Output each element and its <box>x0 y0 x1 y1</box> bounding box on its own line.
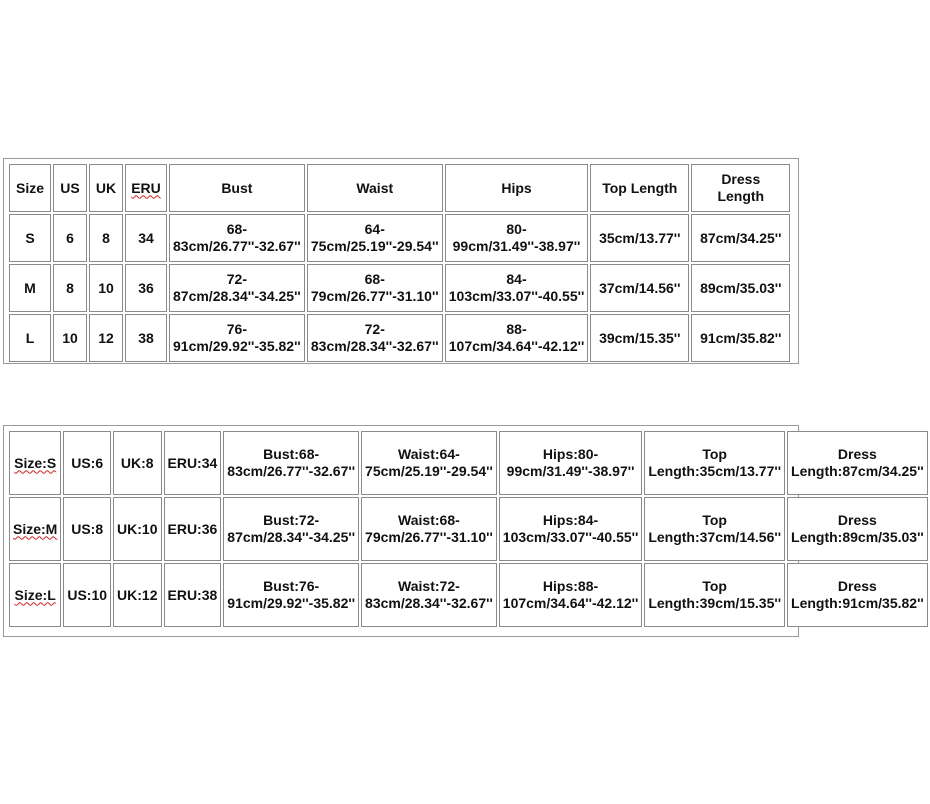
table-row <box>9 264 790 312</box>
cell-uk: UK:8 <box>113 431 161 495</box>
cell-bust: 76-91cm/29.92''-35.82'' <box>169 314 305 362</box>
cell-waist: 68-79cm/26.77''-31.10'' <box>307 264 443 312</box>
cell-us: 6 <box>53 214 87 262</box>
cell-dress-length: Dress Length:89cm/35.03'' <box>787 497 928 561</box>
cell-waist: Waist:68-79cm/26.77''-31.10'' <box>361 497 497 561</box>
cell-dress-length: 87cm/34.25'' <box>691 214 790 262</box>
cell-top-length: Top Length:39cm/15.35'' <box>644 563 785 627</box>
cell-uk: UK:10 <box>113 497 161 561</box>
cell-size: Size:M <box>9 497 61 561</box>
header-size: Size <box>9 164 51 212</box>
cell-dress-length: Dress Length:91cm/35.82'' <box>787 563 928 627</box>
table-header-row <box>9 164 790 212</box>
cell-top-length: 35cm/13.77'' <box>590 214 689 262</box>
cell-hips: 80-99cm/31.49''-38.97'' <box>445 214 589 262</box>
cell-eru: 38 <box>125 314 167 362</box>
size-chart-bottom-panel <box>3 425 924 637</box>
cell-hips: 84-103cm/33.07''-40.55'' <box>445 264 589 312</box>
cell-size: L <box>9 314 51 362</box>
table-row <box>9 431 928 495</box>
cell-size: S <box>9 214 51 262</box>
header-uk: UK <box>89 164 123 212</box>
table-row <box>9 214 790 262</box>
cell-waist: 64-75cm/25.19''-29.54'' <box>307 214 443 262</box>
header-eru: ERU <box>125 164 167 212</box>
header-bust: Bust <box>169 164 305 212</box>
cell-us: 10 <box>53 314 87 362</box>
cell-bust: 72-87cm/28.34''-34.25'' <box>169 264 305 312</box>
table-row <box>9 497 928 561</box>
cell-waist: Waist:72-83cm/28.34''-32.67'' <box>361 563 497 627</box>
table-row <box>9 314 790 362</box>
cell-dress-length: Dress Length:87cm/34.25'' <box>787 431 928 495</box>
cell-hips: Hips:80-99cm/31.49''-38.97'' <box>499 431 643 495</box>
size-chart-table-bottom <box>7 429 930 629</box>
header-dress-length: Dress Length <box>691 164 790 212</box>
cell-top-length: Top Length:35cm/13.77'' <box>644 431 785 495</box>
header-us: US <box>53 164 87 212</box>
cell-bust: Bust:76-91cm/29.92''-35.82'' <box>223 563 359 627</box>
size-chart-top-panel <box>3 158 799 364</box>
cell-hips: Hips:84-103cm/33.07''-40.55'' <box>499 497 643 561</box>
cell-size: M <box>9 264 51 312</box>
cell-top-length: 37cm/14.56'' <box>590 264 689 312</box>
cell-us: US:10 <box>63 563 111 627</box>
cell-size: Size:L <box>9 563 61 627</box>
cell-bust: Bust:72-87cm/28.34''-34.25'' <box>223 497 359 561</box>
size-chart-table-top <box>7 162 792 364</box>
cell-top-length: Top Length:37cm/14.56'' <box>644 497 785 561</box>
cell-dress-length: 89cm/35.03'' <box>691 264 790 312</box>
cell-eru: 36 <box>125 264 167 312</box>
cell-waist: 72-83cm/28.34''-32.67'' <box>307 314 443 362</box>
header-hips: Hips <box>445 164 589 212</box>
cell-eru: ERU:38 <box>164 563 222 627</box>
cell-eru: ERU:34 <box>164 431 222 495</box>
cell-eru: ERU:36 <box>164 497 222 561</box>
cell-uk: UK:12 <box>113 563 161 627</box>
cell-us: US:6 <box>63 431 111 495</box>
cell-hips: 88-107cm/34.64''-42.12'' <box>445 314 589 362</box>
cell-size: Size:S <box>9 431 61 495</box>
cell-eru: 34 <box>125 214 167 262</box>
cell-us: 8 <box>53 264 87 312</box>
table-row <box>9 563 928 627</box>
cell-us: US:8 <box>63 497 111 561</box>
cell-bust: Bust:68-83cm/26.77''-32.67'' <box>223 431 359 495</box>
header-waist: Waist <box>307 164 443 212</box>
cell-uk: 12 <box>89 314 123 362</box>
cell-uk: 8 <box>89 214 123 262</box>
cell-uk: 10 <box>89 264 123 312</box>
cell-bust: 68-83cm/26.77''-32.67'' <box>169 214 305 262</box>
header-top-length: Top Length <box>590 164 689 212</box>
cell-hips: Hips:88-107cm/34.64''-42.12'' <box>499 563 643 627</box>
cell-top-length: 39cm/15.35'' <box>590 314 689 362</box>
cell-dress-length: 91cm/35.82'' <box>691 314 790 362</box>
cell-waist: Waist:64-75cm/25.19''-29.54'' <box>361 431 497 495</box>
